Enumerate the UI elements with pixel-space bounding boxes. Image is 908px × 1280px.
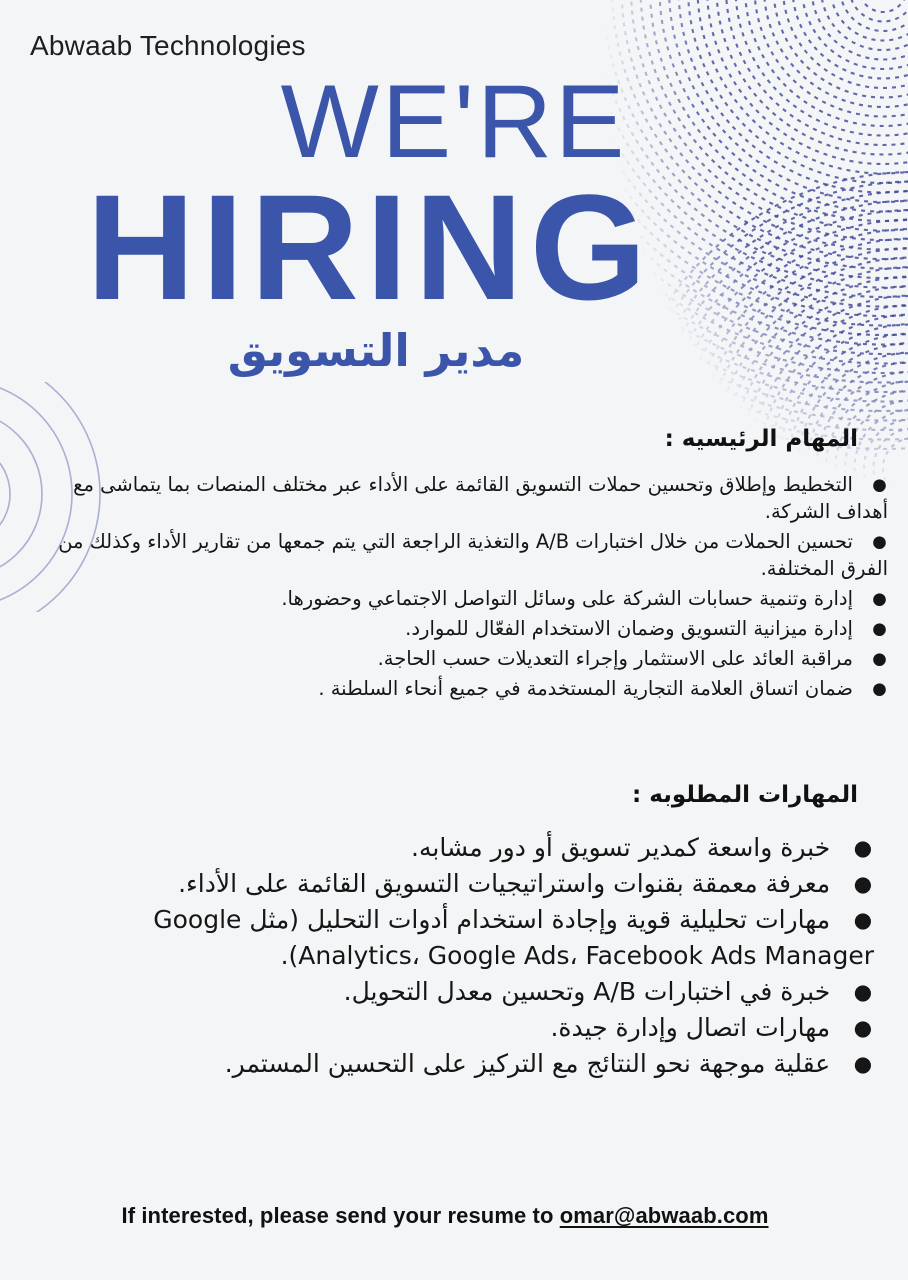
bullet-icon: ● [853, 907, 873, 932]
section-required-skills [26, 782, 888, 1082]
bullet-icon: ● [853, 835, 873, 860]
bullet-icon: ● [853, 979, 873, 1004]
headline-were: WE'RE [280, 64, 628, 180]
list-item: ●مهارات اتصال وإدارة جيدة. [550, 1013, 873, 1042]
footer-text: If interested, please send your resume to [121, 1203, 560, 1228]
bullet-icon: ● [853, 871, 873, 896]
email-link[interactable]: omar@abwaab.com [559, 1203, 769, 1228]
section-heading-tasks: المهام الرئيسيه : [664, 426, 858, 452]
list-item: ●تحسين الحملات من خلال اختبارات A/B والتغذية الراجعة التي يتم جمعها من تقارير الأداء وكذلك من الفرق المختلفة. [58, 530, 888, 580]
list-item: ●إدارة ميزانية التسويق وضمان الاستخدام الفعّال للموارد. [405, 617, 887, 640]
section-heading-skills: المهارات المطلوبه : [632, 782, 858, 808]
list-item: ●عقلية موجهة نحو النتائج مع التركيز على التحسين المستمر. [224, 1049, 873, 1078]
bullet-icon: ● [872, 618, 887, 639]
tasks-list [26, 471, 888, 702]
bullet-icon: ● [853, 1015, 873, 1040]
list-item: ●خبرة واسعة كمدير تسويق أو دور مشابه. [411, 833, 873, 862]
list-item: ●مهارات تحليلية قوية وإجادة استخدام أدوات التحليل (مثل Google Analytics، Google Ads، Facebook Ads Manager). [153, 905, 874, 970]
role-title: مدير التسويق [227, 324, 525, 377]
headline-hiring: HIRING [86, 163, 654, 331]
footer-cta [0, 1203, 890, 1229]
section-main-tasks [26, 426, 888, 705]
list-item: ●خبرة في اختبارات A/B وتحسين معدل التحويل. [343, 977, 873, 1006]
list-item: ●مراقبة العائد على الاستثمار وإجراء التعديلات حسب الحاجة. [377, 647, 887, 670]
bullet-icon: ● [872, 648, 887, 669]
bullet-icon: ● [872, 588, 887, 609]
bullet-icon: ● [872, 531, 887, 552]
bullet-icon: ● [853, 1051, 873, 1076]
list-item: ●إدارة وتنمية حسابات الشركة على وسائل التواصل الاجتماعي وحضورها. [281, 587, 887, 610]
list-item: ●التخطيط وإطلاق وتحسين حملات التسويق القائمة على الأداء عبر مختلف المنصات بما يتماشى مع أهداف الشركة. [73, 473, 888, 523]
skills-list [26, 830, 888, 1082]
bullet-icon: ● [872, 474, 887, 495]
bullet-icon: ● [872, 678, 887, 699]
list-item: ●معرفة معمقة بقنوات واستراتيجيات التسويق القائمة على الأداء. [178, 869, 873, 898]
company-name: Abwaab Technologies [30, 30, 306, 61]
list-item: ●ضمان اتساق العلامة التجارية المستخدمة في جميع أنحاء السلطنة . [318, 677, 887, 700]
